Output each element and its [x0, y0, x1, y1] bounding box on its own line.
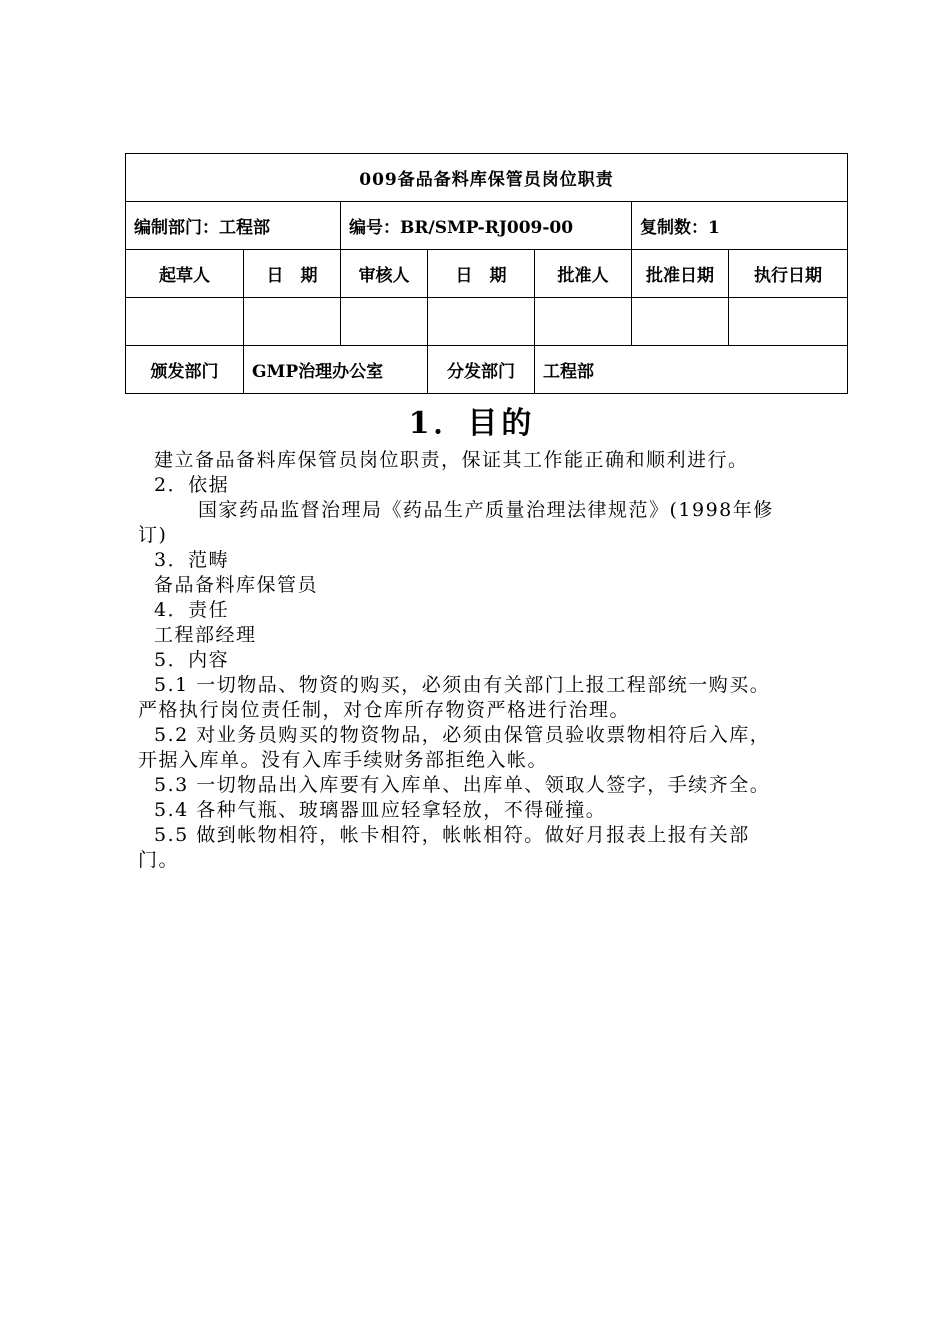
section-heading: 3．范畴	[154, 549, 230, 571]
body-line: 5.1 一切物品、物资的购买，必须由有关部门上报工程部统一购买。	[154, 674, 771, 696]
cell-approver	[535, 298, 632, 346]
body-line: 5.3 一切物品出入库要有入库单、出库单、领取人签字，手续齐全。	[154, 774, 771, 796]
body-line: 门。	[138, 849, 180, 871]
col-approver: 批准人	[535, 250, 632, 298]
dist-dept-label: 分发部门	[428, 346, 535, 394]
document-body	[138, 400, 818, 873]
body-line: 开据入库单。没有入库手续财务部拒绝入帐。	[138, 749, 549, 771]
document-header-table	[125, 153, 848, 394]
prepared-department: 编制部门：工程部	[126, 202, 341, 250]
issue-dept-value: GMP治理办公室	[244, 346, 428, 394]
section-heading: 5．内容	[154, 649, 230, 671]
body-line: 5.5 做到帐物相符，帐卡相符，帐帐相符。做好月报表上报有关部	[154, 824, 750, 846]
cell-effective-date	[729, 298, 848, 346]
cell-approval-date	[632, 298, 729, 346]
section-heading: 2．依据	[154, 474, 230, 496]
cell-drafter	[126, 298, 244, 346]
issue-dept-label: 颁发部门	[126, 346, 244, 394]
document-code: 编号：BR/SMP-RJ009-00	[341, 202, 632, 250]
body-line: 严格执行岗位责任制，对仓库所存物资严格进行治理。	[138, 699, 631, 721]
col-approval-date: 批准日期	[632, 250, 729, 298]
body-line: 工程部经理	[154, 624, 257, 646]
cell-reviewer	[341, 298, 428, 346]
body-line: 5.2 对业务员购买的物资物品，必须由保管员验收票物相符后入库，	[154, 724, 771, 746]
document-title: 009备品备料库保管员岗位职责	[126, 154, 848, 202]
col-drafter: 起草人	[126, 250, 244, 298]
copy-count: 复制数：1	[632, 202, 848, 250]
col-draft-date: 日 期	[244, 250, 341, 298]
section-heading: 4．责任	[154, 599, 230, 621]
col-review-date: 日 期	[428, 250, 535, 298]
cell-review-date	[428, 298, 535, 346]
col-effective-date: 执行日期	[729, 250, 848, 298]
body-line: 订)	[138, 524, 168, 546]
body-line: 建立备品备料库保管员岗位职责，保证其工作能正确和顺利进行。	[154, 449, 749, 471]
body-line: 5.4 各种气瓶、玻璃器皿应轻拿轻放，不得碰撞。	[154, 799, 607, 821]
body-line: 国家药品监督治理局《药品生产质量治理法律规范》(1998年修	[198, 499, 774, 521]
section-heading-purpose: 1．目的	[408, 406, 536, 441]
dist-dept-value: 工程部	[535, 346, 848, 394]
col-reviewer: 审核人	[341, 250, 428, 298]
cell-draft-date	[244, 298, 341, 346]
body-line: 备品备料库保管员	[154, 574, 319, 596]
